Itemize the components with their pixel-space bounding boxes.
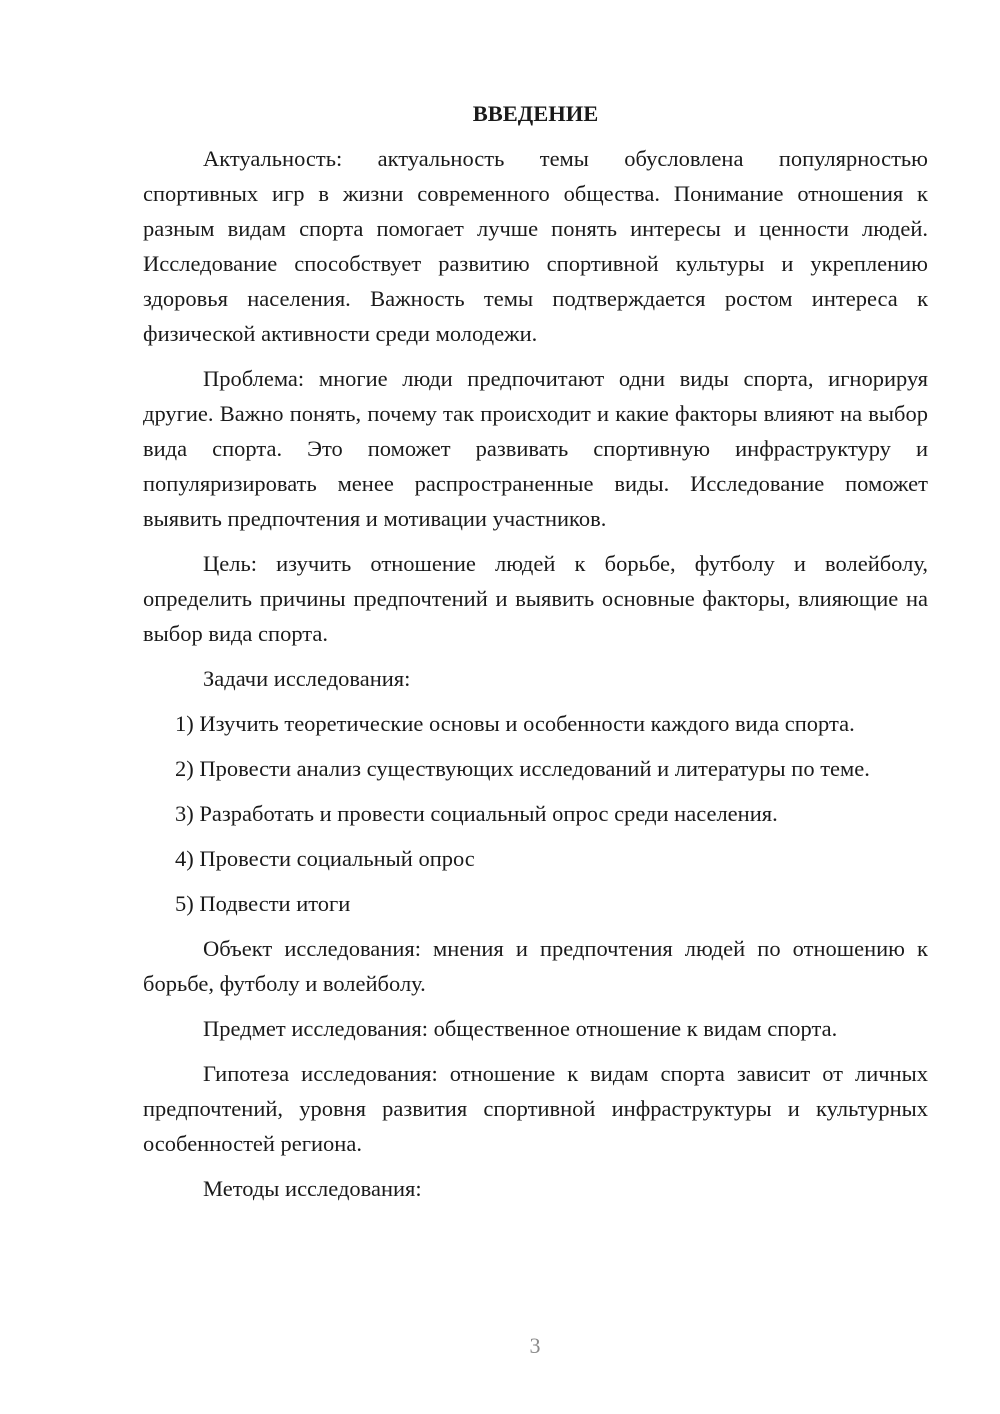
subject-paragraph: Предмет исследования: общественное отношение к видам спорта. [203,1016,838,1041]
task-item: 1) Изучить теоретические основы и особенности каждого вида спорта. [175,711,855,736]
goal-paragraph: Цель: изучить отношение людей к борьбе, футболу и волейболу, определить причины предпочтений и выявить основные факторы, влияющие на выбор вида спорта. [143,551,928,646]
tasks-heading: Задачи исследования: [203,666,411,691]
document-page [143,96,928,1216]
methods-heading: Методы исследования: [203,1176,422,1201]
task-item: 3) Разработать и провести социальный опрос среди населения. [175,801,778,826]
hypothesis-paragraph: Гипотеза исследования: отношение к видам спорта зависит от личных предпочтений, уровня развития спортивной инфраструктуры и культурных особенностей региона. [143,1061,928,1156]
task-item: 2) Провести анализ существующих исследований и литературы по теме. [175,756,870,781]
task-item: 5) Подвести итоги [175,891,351,916]
relevance-paragraph: Актуальность: актуальность темы обусловлена популярностью спортивных игр в жизни современного общества. Понимание отношения к разным видам спорта помогает лучше понять интересы и ценности людей. Исследование способствует развитию спортивной культуры и укреплению здоровья населения. Важность темы подтверждается ростом интереса к физической активности среди молодежи. [143,146,928,346]
section-title: ВВЕДЕНИЕ [472,101,599,126]
problem-paragraph: Проблема: многие люди предпочитают одни виды спорта, игнорируя другие. Важно понять, почему так происходит и какие факторы влияют на выбор вида спорта. Это поможет развивать спортивную инфраструктуру и популяризировать менее распространенные виды. Исследование поможет выявить предпочтения и мотивации участников. [143,366,928,531]
task-item: 4) Провести социальный опрос [175,846,475,871]
page-number: 3 [529,1333,541,1358]
object-paragraph: Объект исследования: мнения и предпочтения людей по отношению к борьбе, футболу и волейболу. [143,936,928,996]
